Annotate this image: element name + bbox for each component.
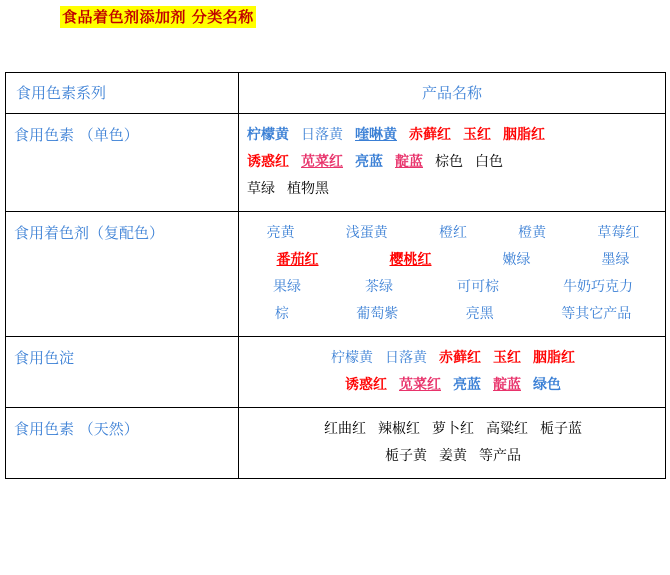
product-name: 嫩绿: [502, 252, 531, 268]
category-wrap: [6, 212, 238, 254]
header-series-label: 食用色素系列: [16, 84, 107, 102]
product-name: 赤藓红: [439, 350, 481, 366]
product-name: 牛奶巧克力: [563, 279, 633, 295]
product-name: 果绿: [273, 279, 301, 295]
category-label: 食用色素 （天然）: [14, 420, 139, 438]
products-cell: [239, 337, 666, 408]
product-name: 辣椒红: [378, 421, 420, 437]
product-name: 亮蓝: [355, 154, 383, 170]
product-name: 胭脂红: [503, 127, 545, 143]
product-name: 樱桃红: [389, 252, 432, 268]
product-line: [247, 176, 659, 203]
products-cell: [239, 114, 666, 212]
category-cell: [6, 212, 239, 337]
category-label: 食用色素 （单色）: [14, 126, 139, 144]
category-label: 食用色淀: [14, 349, 75, 367]
product-name: 柠檬黄: [247, 127, 289, 143]
product-name: 姜黄: [439, 448, 467, 464]
product-name: 赤藓红: [409, 127, 451, 143]
header-products-label: 产品名称: [421, 84, 482, 102]
product-line: [247, 301, 659, 328]
product-name: 红曲红: [324, 421, 366, 437]
product-line: [247, 345, 659, 372]
product-name: 葡萄紫: [356, 306, 399, 322]
product-line: [247, 220, 659, 247]
products-list: [239, 337, 665, 407]
product-name: 柠檬黄: [331, 350, 373, 366]
table-row: [6, 212, 666, 337]
category-cell: [6, 337, 239, 408]
category-label: 食用着色剂（复配色）: [14, 224, 165, 242]
header-cell-series: [6, 73, 239, 114]
product-name: 茶绿: [365, 279, 393, 295]
category-wrap: [6, 114, 238, 156]
products-list: [239, 212, 665, 336]
page-title: 食品着色剂添加剂 分类名称: [62, 8, 254, 26]
product-name: 靛蓝: [493, 377, 521, 393]
product-name: 草绿: [247, 181, 275, 197]
product-name: 植物黑: [287, 181, 329, 197]
product-name: 萝卜红: [432, 421, 474, 437]
document-title-area: [0, 0, 670, 28]
product-name: 苋菜红: [399, 377, 441, 393]
product-name: 棕色: [435, 154, 463, 170]
products-list: [239, 408, 665, 478]
product-line: [247, 372, 659, 399]
product-line: [247, 122, 659, 149]
product-name: 绿色: [533, 377, 561, 393]
product-name: 亮蓝: [453, 377, 481, 393]
product-name: 喹啉黄: [355, 127, 397, 143]
category-wrap: [6, 337, 238, 379]
product-name: 等其它产品: [561, 306, 632, 322]
product-name: 靛蓝: [395, 154, 423, 170]
products-cell: [239, 408, 666, 479]
category-cell: [6, 408, 239, 479]
product-name: 浅蛋黄: [345, 225, 388, 241]
product-name: 日落黄: [301, 127, 343, 143]
category-wrap: [6, 408, 238, 450]
product-line: [247, 443, 659, 470]
product-name: 棕: [274, 306, 289, 322]
products-list: [239, 114, 665, 211]
products-cell: [239, 212, 666, 337]
product-name: 玉红: [493, 350, 521, 366]
product-line: [247, 149, 659, 176]
table-row: [6, 114, 666, 212]
product-name: 等产品: [479, 448, 521, 464]
product-name: 苋菜红: [301, 154, 343, 170]
product-name: 栀子黄: [385, 448, 427, 464]
product-line: [247, 247, 659, 274]
product-name: 诱惑红: [345, 377, 387, 393]
table-header-row: [6, 73, 666, 114]
category-cell: [6, 114, 239, 212]
product-name: 橙红: [438, 225, 467, 241]
product-name: 诱惑红: [247, 154, 289, 170]
table-row: [6, 408, 666, 479]
product-name: 墨绿: [601, 252, 630, 268]
product-name: 橙黄: [518, 225, 547, 241]
product-name: 亮黄: [266, 225, 295, 241]
table-body: [6, 73, 666, 479]
product-line: [247, 416, 659, 443]
color-additive-table: [5, 72, 666, 479]
product-name: 玉红: [463, 127, 491, 143]
product-name: 日落黄: [385, 350, 427, 366]
table-row: [6, 337, 666, 408]
product-name: 番茄红: [276, 252, 319, 268]
product-line: [247, 274, 659, 301]
product-name: 胭脂红: [533, 350, 575, 366]
product-name: 亮黑: [465, 306, 494, 322]
product-name: 栀子蓝: [540, 421, 582, 437]
product-name: 可可棕: [457, 279, 499, 295]
product-name: 白色: [475, 154, 503, 170]
header-cell-products: [239, 73, 666, 114]
product-name: 草莓红: [597, 225, 640, 241]
product-name: 高粱红: [486, 421, 528, 437]
